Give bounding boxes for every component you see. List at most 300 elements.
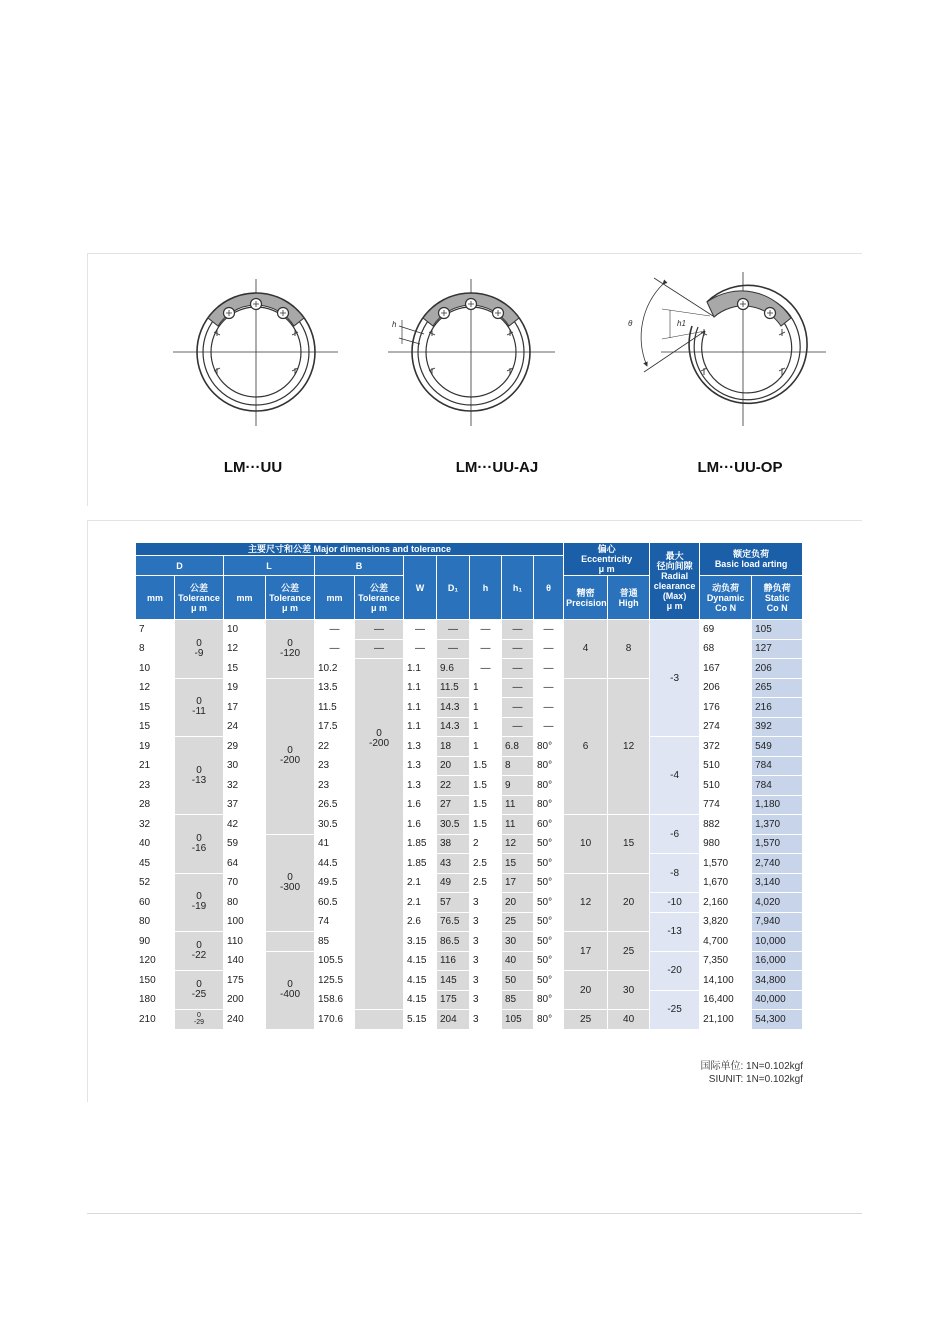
cell-ecc-high: 20 [608, 873, 650, 932]
cell-b: 158.6 [315, 990, 355, 1010]
table-row [136, 678, 803, 698]
cell-theta: 80° [534, 990, 564, 1010]
cell-dynamic: 1,670 [700, 873, 752, 893]
cell-b-tolerance-blank [355, 1010, 404, 1030]
cell-dynamic: 16,400 [700, 990, 752, 1010]
cell-b: 10.2 [315, 659, 355, 679]
table-row [136, 854, 803, 874]
cell-d: 40 [136, 834, 175, 854]
diagram-label-uu-op: LM···UU-OP [697, 459, 783, 476]
cell-b: 30.5 [315, 815, 355, 835]
cell-b: 26.5 [315, 795, 355, 815]
cell-h: 1 [470, 698, 502, 718]
cell-theta: — [534, 698, 564, 718]
cell-d1: 14.3 [437, 717, 470, 737]
cell-h1: 40 [502, 951, 534, 971]
cell-ecc-precision: 12 [564, 873, 608, 932]
header-b: B [315, 556, 404, 576]
cell-d: 45 [136, 854, 175, 874]
cell-w: 1.1 [404, 659, 437, 679]
cell-d1: 57 [437, 893, 470, 913]
cell-w: 4.15 [404, 990, 437, 1010]
cell-d-tolerance: 0 -29 [175, 1010, 224, 1030]
cell-h: 1.5 [470, 795, 502, 815]
cell-w: 1.1 [404, 678, 437, 698]
header-d-tolerance: 公差 Tolerance μ m [175, 576, 224, 620]
table-row [136, 912, 803, 932]
cell-static: 40,000 [752, 990, 803, 1010]
cell-h: — [470, 620, 502, 640]
header-l-tolerance: 公差 Tolerance μ m [266, 576, 315, 620]
cell-h1: 50 [502, 971, 534, 991]
cell-l: 42 [224, 815, 266, 835]
cell-h: 2.5 [470, 873, 502, 893]
cell-b: 11.5 [315, 698, 355, 718]
cell-l: 240 [224, 1010, 266, 1030]
cell-b: 125.5 [315, 971, 355, 991]
cell-dynamic: 372 [700, 737, 752, 757]
cell-d1: 43 [437, 854, 470, 874]
cell-w: 1.85 [404, 854, 437, 874]
cell-l: 140 [224, 951, 266, 971]
cell-radial: -8 [650, 854, 700, 893]
cell-h1: 20 [502, 893, 534, 913]
cell-static: 7,940 [752, 912, 803, 932]
cell-b: 23 [315, 776, 355, 796]
cell-b-tolerance-group: 0 -200 [355, 659, 404, 1010]
cell-l: 30 [224, 756, 266, 776]
table-row [136, 717, 803, 737]
cell-d: 7 [136, 620, 175, 640]
table-panel [87, 520, 862, 1102]
cell-l: 10 [224, 620, 266, 640]
cell-b: 60.5 [315, 893, 355, 913]
cell-dynamic: 4,700 [700, 932, 752, 952]
cell-h1: 11 [502, 815, 534, 835]
cell-radial: -4 [650, 737, 700, 815]
cell-ecc-precision: 4 [564, 620, 608, 679]
cell-d1: — [437, 620, 470, 640]
cell-b: 22 [315, 737, 355, 757]
bearing-diagram-uu [173, 279, 338, 426]
cell-dynamic: 274 [700, 717, 752, 737]
cell-d1: 20 [437, 756, 470, 776]
cell-l-tolerance-blank [266, 932, 315, 952]
cell-h1: — [502, 698, 534, 718]
cell-static: 3,140 [752, 873, 803, 893]
header-l-mm: mm [224, 576, 266, 620]
cell-w: — [404, 639, 437, 659]
cell-d-tolerance: 0 -16 [175, 815, 224, 874]
cell-radial: -3 [650, 620, 700, 737]
header-static: 静负荷 Static Co N [752, 576, 803, 620]
cell-dynamic: 176 [700, 698, 752, 718]
cell-l: 24 [224, 717, 266, 737]
dimension-table [135, 542, 803, 1030]
cell-dynamic: 7,350 [700, 951, 752, 971]
table-row [136, 990, 803, 1010]
header-d-mm: mm [136, 576, 175, 620]
cell-h1: 12 [502, 834, 534, 854]
table-row [136, 795, 803, 815]
header-w: W [404, 556, 437, 620]
cell-theta: 50° [534, 893, 564, 913]
cell-h: 1 [470, 737, 502, 757]
cell-d1: 11.5 [437, 678, 470, 698]
cell-h: 3 [470, 912, 502, 932]
cell-radial: -25 [650, 990, 700, 1029]
cell-h1: — [502, 717, 534, 737]
cell-w: 2.6 [404, 912, 437, 932]
header-h: h [470, 556, 502, 620]
table-row [136, 776, 803, 796]
cell-l: 19 [224, 678, 266, 698]
cell-l-tolerance: 0 -120 [266, 620, 315, 679]
cell-radial: -6 [650, 815, 700, 854]
cell-theta: 80° [534, 756, 564, 776]
table-row [136, 893, 803, 913]
cell-w: 2.1 [404, 893, 437, 913]
cell-b: 85 [315, 932, 355, 952]
cell-d-tolerance: 0 -11 [175, 678, 224, 737]
cell-theta: — [534, 659, 564, 679]
cell-b: 105.5 [315, 951, 355, 971]
cell-w: 1.85 [404, 834, 437, 854]
cell-h1: 8 [502, 756, 534, 776]
cell-w: 1.6 [404, 795, 437, 815]
cell-dynamic: 167 [700, 659, 752, 679]
bearing-diagram-uu-aj [388, 279, 555, 426]
cell-h: — [470, 659, 502, 679]
cell-d: 15 [136, 717, 175, 737]
diagram-label-uu-aj: LM···UU-AJ [455, 459, 539, 476]
cell-radial: -13 [650, 912, 700, 951]
cell-static: 105 [752, 620, 803, 640]
cell-h1: 6.8 [502, 737, 534, 757]
cell-l-tolerance: 0 -300 [266, 834, 315, 932]
dim-theta-label: θ [628, 319, 633, 328]
page-divider [87, 1213, 862, 1214]
cell-static: 549 [752, 737, 803, 757]
cell-ecc-high: 40 [608, 1010, 650, 1030]
cell-b: — [315, 639, 355, 659]
table-row [136, 737, 803, 757]
cell-w: — [404, 620, 437, 640]
cell-b: — [315, 620, 355, 640]
cell-h: 1 [470, 717, 502, 737]
cell-h1: 25 [502, 912, 534, 932]
cell-d1: 116 [437, 951, 470, 971]
table-row [136, 698, 803, 718]
cell-static: 16,000 [752, 951, 803, 971]
cell-ecc-high: 12 [608, 678, 650, 815]
cell-theta: 80° [534, 1010, 564, 1030]
header-d: D [136, 556, 224, 576]
cell-d: 28 [136, 795, 175, 815]
table-row [136, 756, 803, 776]
cell-dynamic: 14,100 [700, 971, 752, 991]
cell-h: 1 [470, 678, 502, 698]
header-d1: D₁ [437, 556, 470, 620]
cell-l-tolerance: 0 -200 [266, 678, 315, 834]
cell-d: 80 [136, 912, 175, 932]
cell-theta: 80° [534, 776, 564, 796]
table-row [136, 659, 803, 679]
cell-ecc-precision: 6 [564, 678, 608, 815]
cell-l: 100 [224, 912, 266, 932]
unit-footnote [700, 1060, 803, 1086]
cell-ecc-precision: 17 [564, 932, 608, 971]
cell-theta: 50° [534, 854, 564, 874]
cell-dynamic: 3,820 [700, 912, 752, 932]
cell-w: 1.3 [404, 737, 437, 757]
cell-l: 37 [224, 795, 266, 815]
table-row [136, 873, 803, 893]
cell-theta: 50° [534, 912, 564, 932]
cell-h: 3 [470, 932, 502, 952]
header-l: L [224, 556, 315, 576]
cell-d-tolerance: 0 -19 [175, 873, 224, 932]
cell-static: 206 [752, 659, 803, 679]
cell-d: 8 [136, 639, 175, 659]
cell-d1: 27 [437, 795, 470, 815]
cell-ecc-high: 8 [608, 620, 650, 679]
cell-static: 1,180 [752, 795, 803, 815]
cell-ecc-precision: 10 [564, 815, 608, 874]
cell-static: 1,370 [752, 815, 803, 835]
cell-theta: 50° [534, 951, 564, 971]
cell-d1: 30.5 [437, 815, 470, 835]
header-basic-load: 额定负荷 Basic load arting [700, 543, 803, 576]
cell-h1: — [502, 659, 534, 679]
cell-static: 392 [752, 717, 803, 737]
bearing-diagrams [88, 254, 863, 507]
cell-w: 2.1 [404, 873, 437, 893]
cell-h1: 30 [502, 932, 534, 952]
table-row [136, 932, 803, 952]
cell-l: 29 [224, 737, 266, 757]
cell-d1: 22 [437, 776, 470, 796]
cell-d: 150 [136, 971, 175, 991]
cell-d: 23 [136, 776, 175, 796]
header-ecc-precision: 精密 Precision [564, 576, 608, 620]
cell-dynamic: 69 [700, 620, 752, 640]
cell-dynamic: 68 [700, 639, 752, 659]
cell-dynamic: 21,100 [700, 1010, 752, 1030]
cell-h: 3 [470, 990, 502, 1010]
cell-h: 3 [470, 951, 502, 971]
cell-l: 64 [224, 854, 266, 874]
cell-static: 54,300 [752, 1010, 803, 1030]
cell-static: 10,000 [752, 932, 803, 952]
cell-h: 3 [470, 893, 502, 913]
header-radial-clearance: 最大 径向间隙 Radial clearance (Max) μ m [650, 543, 700, 620]
cell-theta: 60° [534, 815, 564, 835]
cell-l: 70 [224, 873, 266, 893]
cell-static: 4,020 [752, 893, 803, 913]
cell-h: 1.5 [470, 776, 502, 796]
cell-w: 1.6 [404, 815, 437, 835]
cell-theta: — [534, 717, 564, 737]
cell-static: 216 [752, 698, 803, 718]
cell-h1: 85 [502, 990, 534, 1010]
header-eccentricity: 偏心 Eccentricity μ m [564, 543, 650, 576]
cell-d: 210 [136, 1010, 175, 1030]
cell-l: 12 [224, 639, 266, 659]
cell-b: 23 [315, 756, 355, 776]
cell-d: 10 [136, 659, 175, 679]
cell-ecc-high: 15 [608, 815, 650, 874]
cell-theta: — [534, 639, 564, 659]
cell-h: 1.5 [470, 815, 502, 835]
cell-radial: -20 [650, 951, 700, 990]
table-row [136, 951, 803, 971]
table-row [136, 1010, 803, 1030]
cell-d: 12 [136, 678, 175, 698]
cell-h1: — [502, 620, 534, 640]
cell-d1: 9.6 [437, 659, 470, 679]
cell-h1: — [502, 639, 534, 659]
cell-w: 1.3 [404, 776, 437, 796]
cell-d: 19 [136, 737, 175, 757]
cell-l: 17 [224, 698, 266, 718]
cell-theta: 80° [534, 737, 564, 757]
cell-d: 15 [136, 698, 175, 718]
table-row [136, 834, 803, 854]
cell-l: 110 [224, 932, 266, 952]
header-b-tolerance: 公差 Tolerance μ m [355, 576, 404, 620]
cell-l-tolerance: 0 -400 [266, 951, 315, 1029]
cell-static: 2,740 [752, 854, 803, 874]
cell-h: 3 [470, 1010, 502, 1030]
cell-h1: 15 [502, 854, 534, 874]
cell-h1: 11 [502, 795, 534, 815]
cell-dynamic: 980 [700, 834, 752, 854]
cell-static: 784 [752, 776, 803, 796]
cell-ecc-precision: 20 [564, 971, 608, 1010]
cell-w: 1.3 [404, 756, 437, 776]
cell-d1: 38 [437, 834, 470, 854]
cell-h: — [470, 639, 502, 659]
cell-d-tolerance: 0 -25 [175, 971, 224, 1010]
cell-static: 34,800 [752, 971, 803, 991]
cell-d-tolerance: 0 -13 [175, 737, 224, 815]
cell-d1: 49 [437, 873, 470, 893]
cell-l: 59 [224, 834, 266, 854]
cell-static: 784 [752, 756, 803, 776]
cell-d1: 145 [437, 971, 470, 991]
cell-l: 175 [224, 971, 266, 991]
header-h1: h₁ [502, 556, 534, 620]
cell-d-tolerance: 0 -9 [175, 620, 224, 679]
cell-h: 3 [470, 971, 502, 991]
cell-theta: — [534, 678, 564, 698]
cell-d: 120 [136, 951, 175, 971]
cell-dynamic: 510 [700, 756, 752, 776]
header-dynamic: 动负荷 Dynamic Co N [700, 576, 752, 620]
cell-b: 17.5 [315, 717, 355, 737]
cell-ecc-high: 25 [608, 932, 650, 971]
cell-l: 200 [224, 990, 266, 1010]
cell-w: 4.15 [404, 951, 437, 971]
cell-d: 180 [136, 990, 175, 1010]
cell-h1: 105 [502, 1010, 534, 1030]
cell-d: 21 [136, 756, 175, 776]
diagram-panel [87, 253, 862, 506]
cell-b-tolerance: — [355, 620, 404, 640]
header-major-dimensions: 主要尺寸和公差 Major dimensions and tolerance [136, 543, 564, 556]
cell-static: 127 [752, 639, 803, 659]
cell-dynamic: 1,570 [700, 854, 752, 874]
bearing-diagram-uu-op [628, 272, 826, 426]
cell-static: 1,570 [752, 834, 803, 854]
cell-radial: -10 [650, 893, 700, 913]
cell-h1: 17 [502, 873, 534, 893]
cell-b: 74 [315, 912, 355, 932]
table-row [136, 971, 803, 991]
cell-w: 1.1 [404, 698, 437, 718]
cell-ecc-precision: 25 [564, 1010, 608, 1030]
cell-d: 60 [136, 893, 175, 913]
cell-h: 2.5 [470, 854, 502, 874]
cell-theta: 50° [534, 971, 564, 991]
unit-footnote-en: SIUNIT: 1N=0.102kgf [708, 1074, 803, 1085]
cell-theta: 50° [534, 873, 564, 893]
cell-h: 1.5 [470, 756, 502, 776]
cell-theta: 80° [534, 795, 564, 815]
cell-h1: — [502, 678, 534, 698]
cell-dynamic: 2,160 [700, 893, 752, 913]
cell-d1: 204 [437, 1010, 470, 1030]
cell-l: 32 [224, 776, 266, 796]
cell-b: 49.5 [315, 873, 355, 893]
header-theta: θ [534, 556, 564, 620]
cell-d1: 175 [437, 990, 470, 1010]
unit-footnote-cn: 国际单位: 1N=0.102kgf [700, 1061, 803, 1072]
cell-w: 3.15 [404, 932, 437, 952]
cell-b: 13.5 [315, 678, 355, 698]
cell-d1: 14.3 [437, 698, 470, 718]
cell-l: 80 [224, 893, 266, 913]
dim-h-label: h [392, 320, 397, 329]
cell-d1: 76.5 [437, 912, 470, 932]
header-b-mm: mm [315, 576, 355, 620]
cell-b: 170.6 [315, 1010, 355, 1030]
cell-dynamic: 510 [700, 776, 752, 796]
cell-d: 52 [136, 873, 175, 893]
cell-dynamic: 882 [700, 815, 752, 835]
cell-ecc-high: 30 [608, 971, 650, 1010]
cell-w: 5.15 [404, 1010, 437, 1030]
cell-d: 90 [136, 932, 175, 952]
table-row [136, 620, 803, 640]
cell-theta: — [534, 620, 564, 640]
cell-d-tolerance: 0 -22 [175, 932, 224, 971]
header-ecc-high: 普通 High [608, 576, 650, 620]
cell-theta: 50° [534, 932, 564, 952]
cell-l: 15 [224, 659, 266, 679]
cell-dynamic: 774 [700, 795, 752, 815]
cell-w: 4.15 [404, 971, 437, 991]
cell-d1: — [437, 639, 470, 659]
cell-theta: 50° [534, 834, 564, 854]
cell-dynamic: 206 [700, 678, 752, 698]
cell-w: 1.1 [404, 717, 437, 737]
diagram-label-uu: LM···UU [223, 459, 283, 476]
table-row [136, 639, 803, 659]
cell-b: 44.5 [315, 854, 355, 874]
table-row [136, 815, 803, 835]
